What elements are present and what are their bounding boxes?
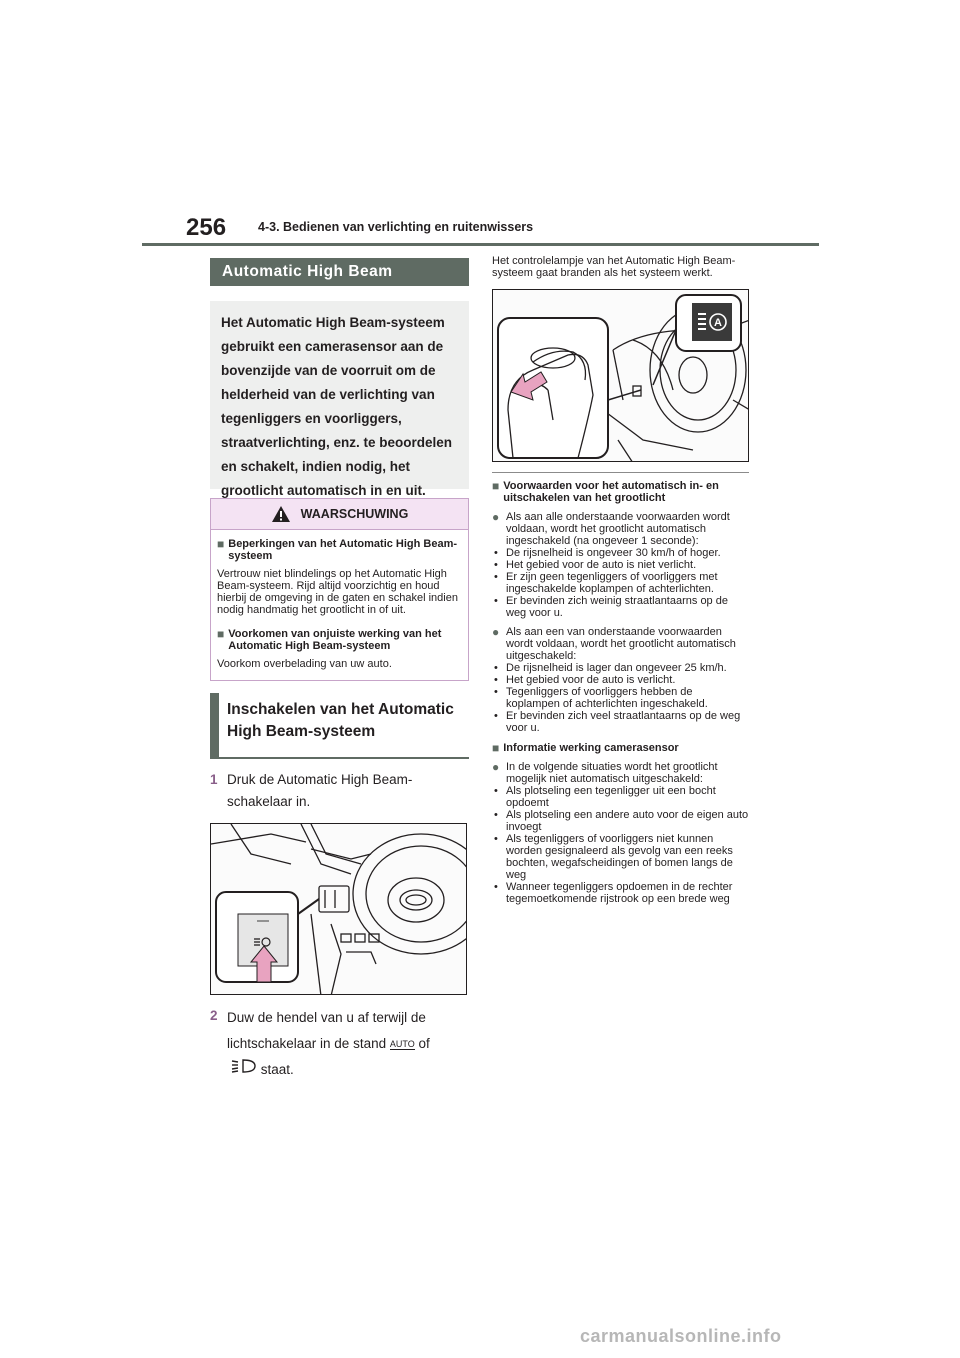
list-item: • Er zijn geen tegenliggers of voorliggers met ingeschakelde koplampen of achterlichten. [494,571,718,595]
warning-item-text: Vertrouw niet blindelings op het Automatic High Beam-systeem. Rijd altijd voorzichtig en houd hierbij de omgeving in de gaten en schakel indien nodig handmatig het grootlicht in of uit. [217,568,458,616]
step-text: Druk de Automatic High Beam-schakelaar in. [227,772,413,809]
list-item: • Er bevinden zich veel straatlantaarns op de weg voor u. [494,710,741,734]
list-item: • De rijsnelheid is ongeveer 30 km/h of hoger. [494,547,721,559]
off-condition: ● Als aan een van onderstaande voorwaarden wordt voldaan, wordt het grootlicht automatisch uitgeschakeld: [492,625,736,662]
list-item: • De rijsnelheid is lager dan ongeveer 25 km/h. [494,662,727,674]
auto-icon: AUTO [389,1038,415,1049]
step-number: 1 [210,772,218,787]
page-number: 256 [186,214,227,241]
lever-illustration [492,289,749,462]
sensor-title: ■ Informatie werking camerasensor [492,741,679,755]
list-item: • Het gebied voor de auto is niet verlicht. [494,559,697,571]
intro-box: Het Automatic High Beam-systeem gebruikt een camerasensor aan de bovenzijde van de voorruit om de helderheid van de verlichting van tegenliggers en voorliggers, straatverlichting, enz. te beoordelen en schakelt, indien nodig, het grootlicht automatisch in en uit. [210,301,469,489]
divider [492,472,749,473]
section-heading: Automatic High Beam [210,258,469,286]
svg-text:A: A [714,317,722,329]
warning-item-title: ■ Voorkomen van onjuiste werking van het Automatic High Beam-systeem [217,627,442,652]
list-item: • Er bevinden zich weinig straatlantaarns op de weg voor u. [494,595,728,619]
subheading: Inschakelen van het Automatic High Beam-systeem [210,693,469,759]
list-item: • Als plotseling een andere auto voor de eigen auto invoegt [494,809,749,833]
conditions-title: ■ Voorwaarden voor het automatisch in- en uitschakelen van het grootlicht [492,479,719,504]
step-2 [210,1005,469,1083]
on-condition: ● Als aan alle onderstaande voorwaarden wordt voldaan, wordt het grootlicht automatisch ingeschakeld (na ongeveer 1 seconde): [492,510,730,547]
step-1 [210,769,469,813]
on-bullets [492,547,749,619]
warning-icon [271,505,291,523]
warning-body [211,530,468,680]
sensor-bullets [492,785,749,905]
headlight-icon [231,1057,257,1083]
list-item: • Het gebied voor de auto is verlicht. [494,674,676,686]
warning-heading: WAARSCHUWING [300,507,409,521]
warning-item-title: ■ Beperkingen van het Automatic High Beam-systeem [217,537,458,562]
indicator-text: Het controlelampje van het Automatic High Beam-systeem gaat branden als het systeem werkt. [492,255,736,279]
header-rule [142,243,819,246]
section-title: 4-3. Bedienen van verlichting en ruitenwissers [258,220,534,234]
watermark: carmanualsonline.info [580,1326,782,1346]
warning-item-text: Voorkom overbelading van uw auto. [217,658,392,670]
dashboard-switch-illustration [210,823,467,995]
list-item: • Als tegenliggers of voorliggers niet kunnen worden gesignaleerd als gevolg van een reeks bochten, wegafscheidingen of bomen langs de weg [494,833,733,881]
step-number: 2 [210,1008,218,1023]
sensor-condition: ● In de volgende situaties wordt het grootlicht mogelijk niet automatisch uitgeschakeld: [492,760,718,785]
right-column [492,255,749,905]
step-text: Duw de hendel van u af terwijl de lichtschakelaar in de stand [227,1010,426,1051]
list-item: • Als plotseling een tegenligger uit een bocht opdoemt [494,785,716,809]
warning-header [211,499,468,530]
list-item: • Wanneer tegenliggers opdoemen in de rechter tegemoetkomende rijstrook op een brede weg [494,881,733,905]
off-bullets [492,662,749,734]
list-item: • Tegenliggers of voorliggers hebben de koplampen of achterlichten ingeschakeld. [494,686,708,710]
step-text-of: of [418,1036,430,1051]
step-text-end: staat. [260,1062,294,1077]
left-column [210,258,469,1083]
warning-box [210,498,469,681]
